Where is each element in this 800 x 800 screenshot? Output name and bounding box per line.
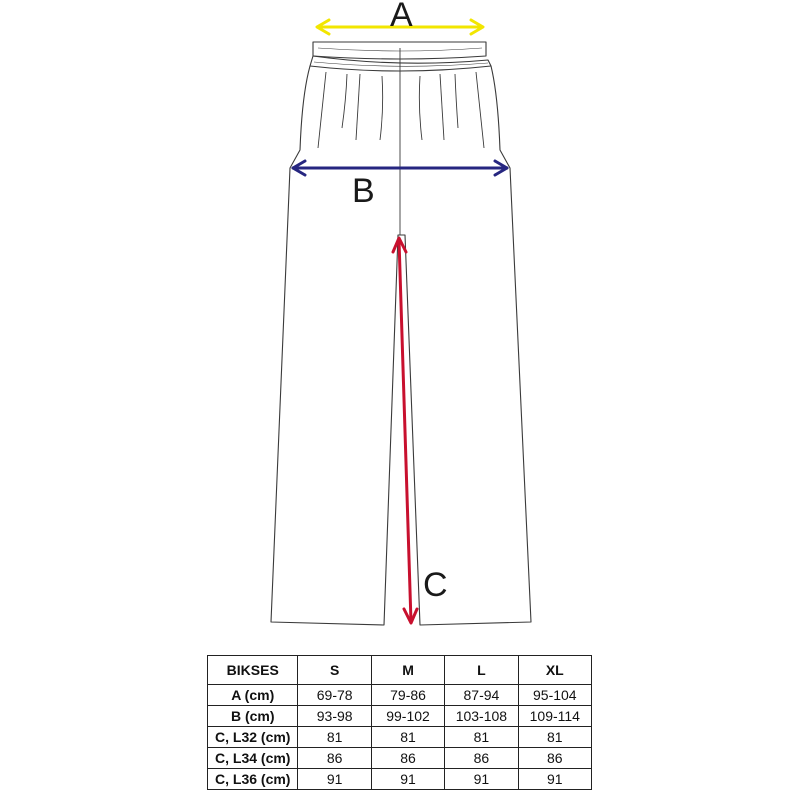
waistband-lower-line — [310, 56, 491, 71]
size-header-m: M — [371, 656, 444, 685]
table-cell: 99-102 — [371, 706, 444, 727]
waist-gathers — [318, 72, 484, 148]
table-cell: 95-104 — [518, 685, 591, 706]
waistband — [313, 42, 486, 59]
table-cell: 79-86 — [371, 685, 444, 706]
table-cell: 69-78 — [298, 685, 371, 706]
label-c: C — [423, 566, 448, 604]
table-cell: 103-108 — [445, 706, 518, 727]
table-cell: 81 — [298, 727, 371, 748]
size-table — [207, 655, 592, 790]
table-cell: 81 — [371, 727, 444, 748]
table-cell: 86 — [371, 748, 444, 769]
table-cell: 86 — [518, 748, 591, 769]
label-a: A — [390, 0, 413, 34]
table-cell: 86 — [298, 748, 371, 769]
table-header-row — [208, 656, 592, 685]
size-header-l: L — [445, 656, 518, 685]
row-label: C, L36 (cm) — [208, 769, 298, 790]
table-cell: 91 — [445, 769, 518, 790]
table-row — [208, 769, 592, 790]
table-cell: 81 — [445, 727, 518, 748]
table-row — [208, 685, 592, 706]
size-header-s: S — [298, 656, 371, 685]
label-b: B — [352, 172, 375, 210]
table-cell: 86 — [445, 748, 518, 769]
row-label: C, L34 (cm) — [208, 748, 298, 769]
table-corner-label: BIKSES — [208, 656, 298, 685]
table-row — [208, 727, 592, 748]
table-cell: 91 — [371, 769, 444, 790]
table-cell: 91 — [518, 769, 591, 790]
arrow-c — [393, 238, 417, 623]
table-row — [208, 706, 592, 727]
size-header-xl: XL — [518, 656, 591, 685]
table-cell: 93-98 — [298, 706, 371, 727]
row-label: A (cm) — [208, 685, 298, 706]
table-cell: 81 — [518, 727, 591, 748]
row-label: B (cm) — [208, 706, 298, 727]
table-row — [208, 748, 592, 769]
table-cell: 87-94 — [445, 685, 518, 706]
table-cell: 109-114 — [518, 706, 591, 727]
table-cell: 91 — [298, 769, 371, 790]
row-label: C, L32 (cm) — [208, 727, 298, 748]
